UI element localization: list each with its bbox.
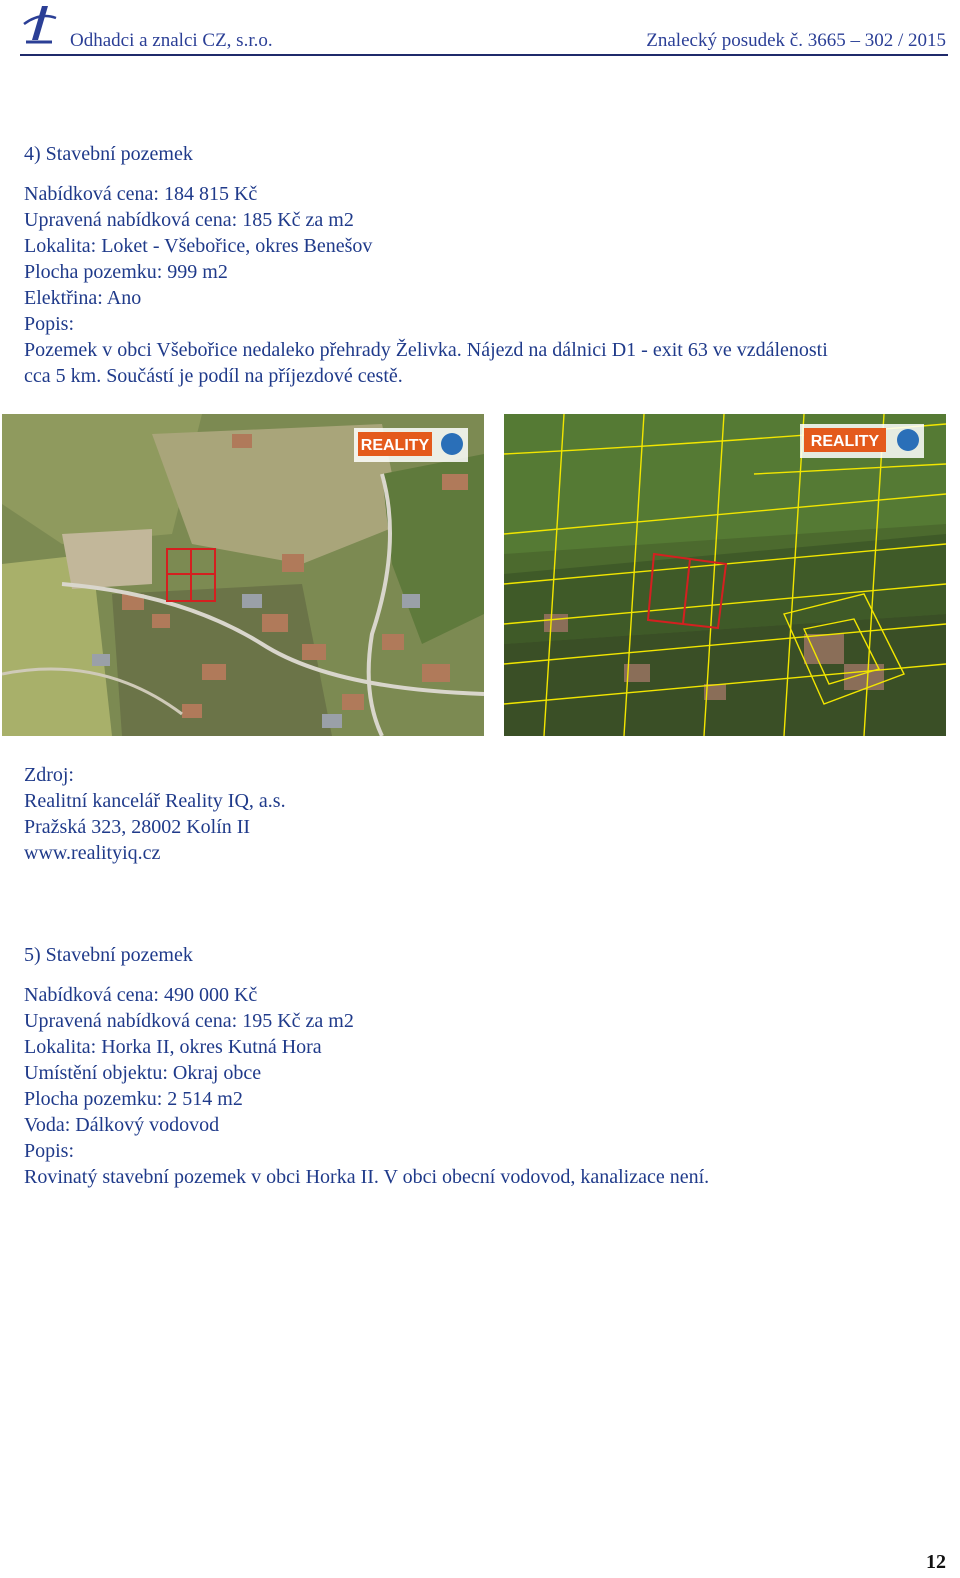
listing4-details (24, 181, 828, 389)
listing5-title: 5) Stavební pozemek (24, 944, 193, 966)
listing5-placement: Umístění objektu: Okraj obce (24, 1062, 262, 1084)
listing4-price: Nabídková cena: 184 815 Kč (24, 183, 258, 205)
listing5-price: Nabídková cena: 490 000 Kč (24, 984, 258, 1006)
listing4-location: Lokalita: Loket - Všebořice, okres Benešov (24, 235, 373, 257)
listing4-description-line1: Pozemek v obci Všebořice nedaleko přehrady Želivka. Nájezd na dálnici D1 - exit 63 ve vzdálenosti (24, 339, 828, 361)
photo-left-brand: REALITY (360, 437, 430, 454)
company-logo-icon (22, 2, 58, 48)
listing4-title: 4) Stavební pozemek (24, 143, 193, 165)
header-company: Odhadci a znalci CZ, s.r.o. (70, 30, 273, 51)
listing5-details (24, 982, 709, 1190)
source-web-link[interactable]: www.realityiq.cz (24, 842, 161, 864)
cadastral-map-right (504, 414, 946, 736)
listing4-description-label: Popis: (24, 313, 75, 335)
source-block (24, 762, 286, 866)
page-number: 12 (926, 1551, 946, 1573)
source-name: Realitní kancelář Reality IQ, a.s. (24, 790, 286, 812)
listing5-description-label: Popis: (24, 1140, 75, 1162)
header-report-number: Znalecký posudek č. 3665 – 302 / 2015 (646, 30, 946, 51)
listing5-location: Lokalita: Horka II, okres Kutná Hora (24, 1036, 322, 1058)
listing5-description: Rovinatý stavební pozemek v obci Horka II. V obci obecní vodovod, kanalizace není. (24, 1166, 710, 1188)
source-address: Pražská 323, 28002 Kolín II (24, 816, 251, 838)
listing4-area: Plocha pozemku: 999 m2 (24, 261, 228, 283)
listing5-adjusted-price: Upravená nabídková cena: 195 Kč za m2 (24, 1010, 354, 1032)
listing4-adjusted-price: Upravená nabídková cena: 185 Kč za m2 (24, 209, 354, 231)
aerial-photo-left (2, 414, 484, 736)
listing4-electricity: Elektřina: Ano (24, 287, 142, 309)
header-divider (20, 54, 948, 56)
photo-right-brand: REALITY (810, 433, 880, 450)
listing4-description-line2: cca 5 km. Součástí je podíl na příjezdové cestě. (24, 365, 403, 387)
listing5-water: Voda: Dálkový vodovod (24, 1114, 220, 1136)
source-label: Zdroj: (24, 764, 74, 786)
listing5-area: Plocha pozemku: 2 514 m2 (24, 1088, 243, 1110)
